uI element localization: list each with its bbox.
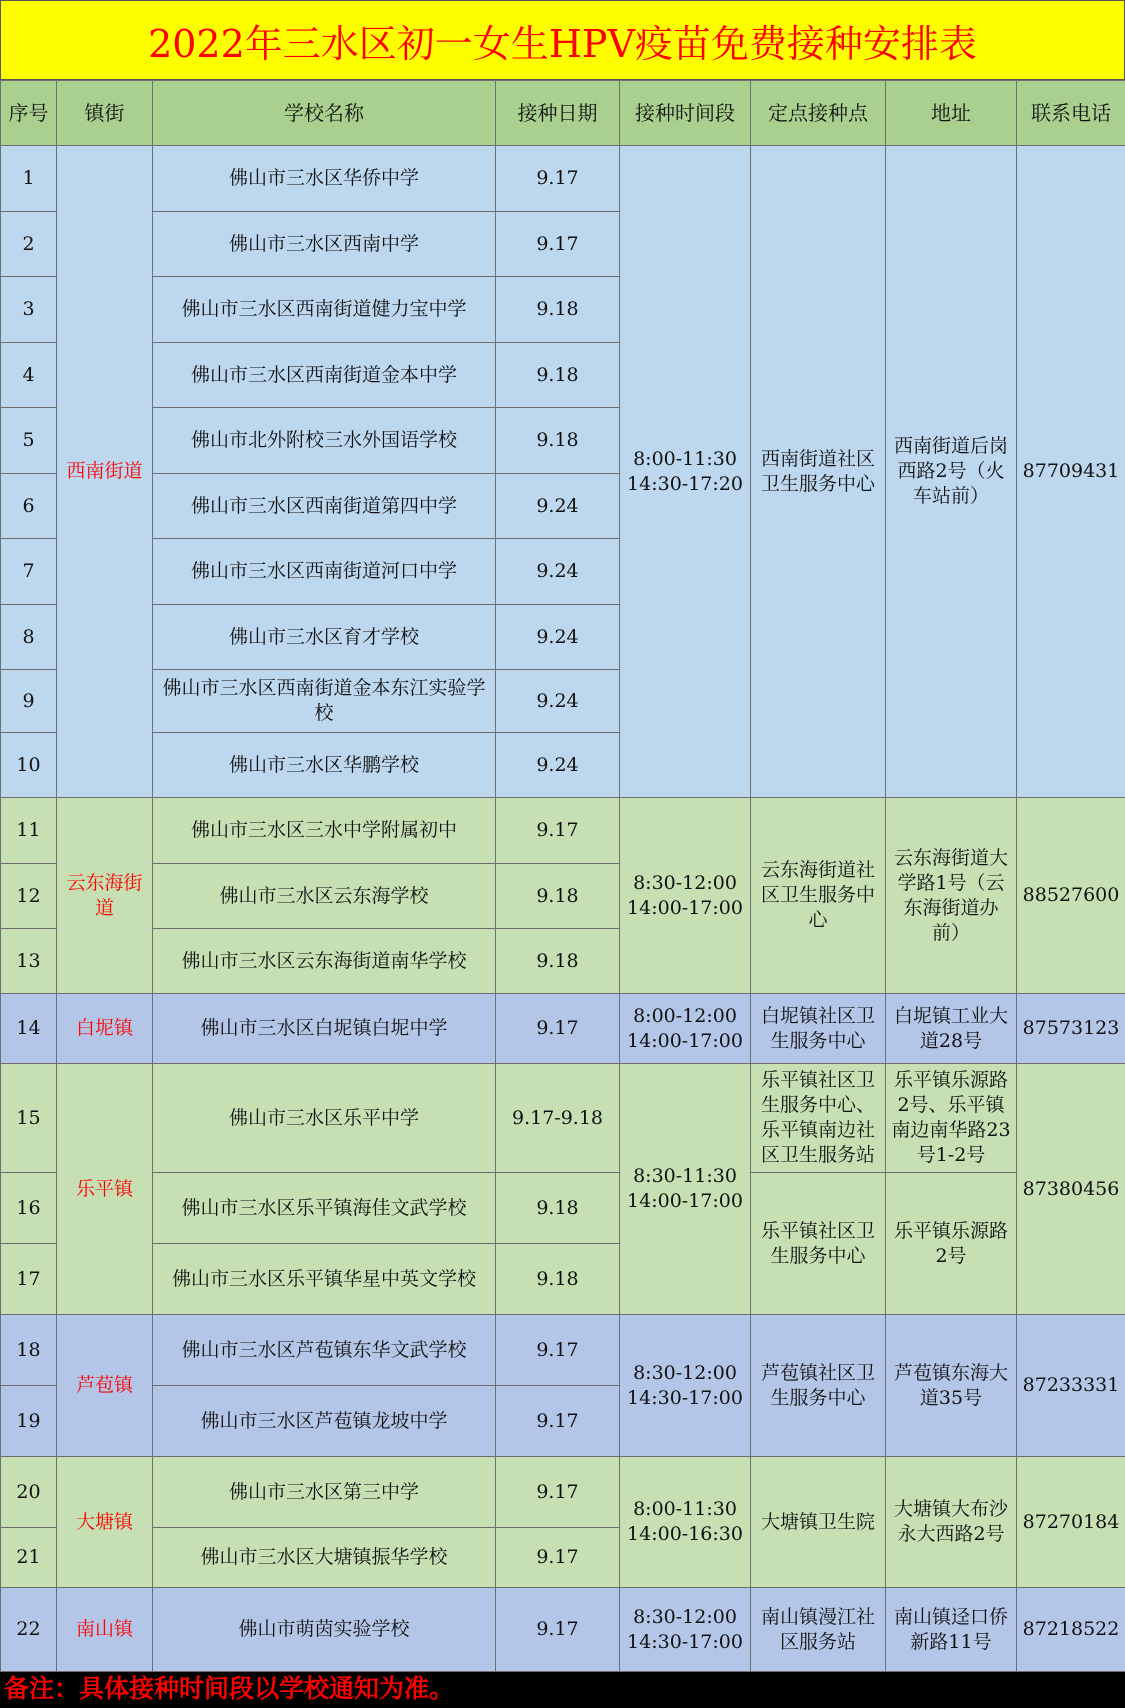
table-row	[1, 146, 1125, 212]
school-cell: 佛山市三水区芦苞镇龙坡中学	[153, 1386, 496, 1457]
row-no: 17	[1, 1244, 57, 1315]
header-date: 接种日期	[496, 81, 620, 146]
school-cell: 佛山市三水区西南中学	[153, 212, 496, 277]
address-cell: 乐平镇乐源路2号	[886, 1173, 1017, 1315]
header-school: 学校名称	[153, 81, 496, 146]
school-cell: 佛山市北外附校三水外国语学校	[153, 408, 496, 474]
site-cell: 云东海街道社区卫生服务中心	[751, 798, 886, 994]
date-cell: 9.24	[496, 733, 620, 798]
date-cell: 9.17	[496, 1588, 620, 1672]
school-cell: 佛山市三水区三水中学附属初中	[153, 798, 496, 864]
date-cell: 9.17	[496, 1457, 620, 1528]
site-cell: 乐平镇社区卫生服务中心	[751, 1173, 886, 1315]
school-cell: 佛山市三水区大塘镇振华学校	[153, 1528, 496, 1588]
header-town: 镇街	[57, 81, 153, 146]
school-cell: 佛山市三水区云东海街道南华学校	[153, 929, 496, 994]
time-cell: 8:30-12:00 14:00-17:00	[620, 798, 751, 994]
header-address: 地址	[886, 81, 1017, 146]
site-cell: 南山镇漫江社区服务站	[751, 1588, 886, 1672]
date-cell: 9.17	[496, 798, 620, 864]
town-cell: 乐平镇	[57, 1064, 153, 1315]
date-cell: 9.18	[496, 277, 620, 343]
row-no: 14	[1, 994, 57, 1064]
row-no: 10	[1, 733, 57, 798]
table-row	[1, 1315, 1125, 1386]
town-cell: 芦苞镇	[57, 1315, 153, 1457]
row-no: 21	[1, 1528, 57, 1588]
address-cell: 云东海街道大学路1号（云东海街道办前）	[886, 798, 1017, 994]
school-cell: 佛山市三水区第三中学	[153, 1457, 496, 1528]
table-row	[1, 1457, 1125, 1528]
date-cell: 9.17	[496, 212, 620, 277]
date-cell: 9.18	[496, 1173, 620, 1244]
row-no: 16	[1, 1173, 57, 1244]
school-cell: 佛山市三水区云东海学校	[153, 864, 496, 929]
phone-cell: 87218522	[1017, 1588, 1125, 1672]
row-no: 18	[1, 1315, 57, 1386]
header-site: 定点接种点	[751, 81, 886, 146]
school-cell: 佛山市三水区乐平中学	[153, 1064, 496, 1173]
school-cell: 佛山市三水区芦苞镇东华文武学校	[153, 1315, 496, 1386]
row-no: 20	[1, 1457, 57, 1528]
header-no: 序号	[1, 81, 57, 146]
row-no: 13	[1, 929, 57, 994]
date-cell: 9.17	[496, 1315, 620, 1386]
date-cell: 9.18	[496, 929, 620, 994]
row-no: 9	[1, 670, 57, 733]
school-cell: 佛山市三水区西南街道金本东江实验学校	[153, 670, 496, 733]
town-cell: 西南街道	[57, 146, 153, 798]
school-cell: 佛山市三水区西南街道河口中学	[153, 539, 496, 605]
school-cell: 佛山市三水区西南街道第四中学	[153, 474, 496, 539]
address-cell: 芦苞镇东海大道35号	[886, 1315, 1017, 1457]
header-time: 接种时间段	[620, 81, 751, 146]
town-cell: 南山镇	[57, 1588, 153, 1672]
site-cell: 芦苞镇社区卫生服务中心	[751, 1315, 886, 1457]
phone-cell: 88527600	[1017, 798, 1125, 994]
date-cell: 9.24	[496, 605, 620, 670]
row-no: 1	[1, 146, 57, 212]
address-cell: 白坭镇工业大道28号	[886, 994, 1017, 1064]
date-cell: 9.17	[496, 1386, 620, 1457]
date-cell: 9.24	[496, 670, 620, 733]
school-cell: 佛山市三水区华鹏学校	[153, 733, 496, 798]
date-cell: 9.17	[496, 146, 620, 212]
row-no: 7	[1, 539, 57, 605]
date-cell: 9.17	[496, 994, 620, 1064]
row-no: 22	[1, 1588, 57, 1672]
school-cell: 佛山市三水区乐平镇海佳文武学校	[153, 1173, 496, 1244]
row-no: 8	[1, 605, 57, 670]
town-cell: 白坭镇	[57, 994, 153, 1064]
school-cell: 佛山市萌茵实验学校	[153, 1588, 496, 1672]
school-cell: 佛山市三水区育才学校	[153, 605, 496, 670]
site-cell: 白坭镇社区卫生服务中心	[751, 994, 886, 1064]
date-cell: 9.24	[496, 539, 620, 605]
row-no: 11	[1, 798, 57, 864]
site-cell: 大塘镇卫生院	[751, 1457, 886, 1588]
date-cell: 9.18	[496, 1244, 620, 1315]
row-no: 4	[1, 343, 57, 408]
footnote: 备注：具体接种时间段以学校通知为准。	[4, 1674, 455, 1703]
time-cell: 8:00-12:00 14:00-17:00	[620, 994, 751, 1064]
time-cell: 8:00-11:30 14:30-17:20	[620, 146, 751, 798]
page-title: 2022年三水区初一女生HPV疫苗免费接种安排表	[0, 0, 1125, 80]
row-no: 19	[1, 1386, 57, 1457]
date-cell: 9.17-9.18	[496, 1064, 620, 1173]
row-no: 12	[1, 864, 57, 929]
date-cell: 9.17	[496, 1528, 620, 1588]
time-cell: 8:30-12:00 14:30-17:00	[620, 1315, 751, 1457]
address-cell: 南山镇迳口侨新路11号	[886, 1588, 1017, 1672]
header-phone: 联系电话	[1017, 81, 1125, 146]
school-cell: 佛山市三水区西南街道健力宝中学	[153, 277, 496, 343]
town-cell: 大塘镇	[57, 1457, 153, 1588]
row-no: 6	[1, 474, 57, 539]
vaccination-schedule-table	[0, 80, 1125, 1672]
time-cell: 8:30-11:30 14:00-17:00	[620, 1064, 751, 1315]
row-no: 15	[1, 1064, 57, 1173]
date-cell: 9.18	[496, 864, 620, 929]
date-cell: 9.24	[496, 474, 620, 539]
table-row	[1, 994, 1125, 1064]
time-cell: 8:30-12:00 14:30-17:00	[620, 1588, 751, 1672]
row-no: 5	[1, 408, 57, 474]
school-cell: 佛山市三水区白坭镇白坭中学	[153, 994, 496, 1064]
row-no: 3	[1, 277, 57, 343]
school-cell: 佛山市三水区华侨中学	[153, 146, 496, 212]
school-cell: 佛山市三水区西南街道金本中学	[153, 343, 496, 408]
table-row	[1, 798, 1125, 864]
table-row	[1, 1064, 1125, 1173]
phone-cell: 87380456	[1017, 1064, 1125, 1315]
site-cell: 西南街道社区卫生服务中心	[751, 146, 886, 798]
town-cell: 云东海街道	[57, 798, 153, 994]
phone-cell: 87233331	[1017, 1315, 1125, 1457]
phone-cell: 87573123	[1017, 994, 1125, 1064]
site-cell: 乐平镇社区卫生服务中心、乐平镇南边社区卫生服务站	[751, 1064, 886, 1173]
address-cell: 大塘镇大布沙永大西路2号	[886, 1457, 1017, 1588]
row-no: 2	[1, 212, 57, 277]
date-cell: 9.18	[496, 343, 620, 408]
address-cell: 西南街道后岗西路2号（火车站前）	[886, 146, 1017, 798]
school-cell: 佛山市三水区乐平镇华星中英文学校	[153, 1244, 496, 1315]
header-row	[1, 81, 1125, 146]
address-cell: 乐平镇乐源路2号、乐平镇南边南华路23号1-2号	[886, 1064, 1017, 1173]
phone-cell: 87709431	[1017, 146, 1125, 798]
time-cell: 8:00-11:30 14:00-16:30	[620, 1457, 751, 1588]
date-cell: 9.18	[496, 408, 620, 474]
table-row	[1, 1588, 1125, 1672]
table-row	[1, 1173, 1125, 1244]
phone-cell: 87270184	[1017, 1457, 1125, 1588]
